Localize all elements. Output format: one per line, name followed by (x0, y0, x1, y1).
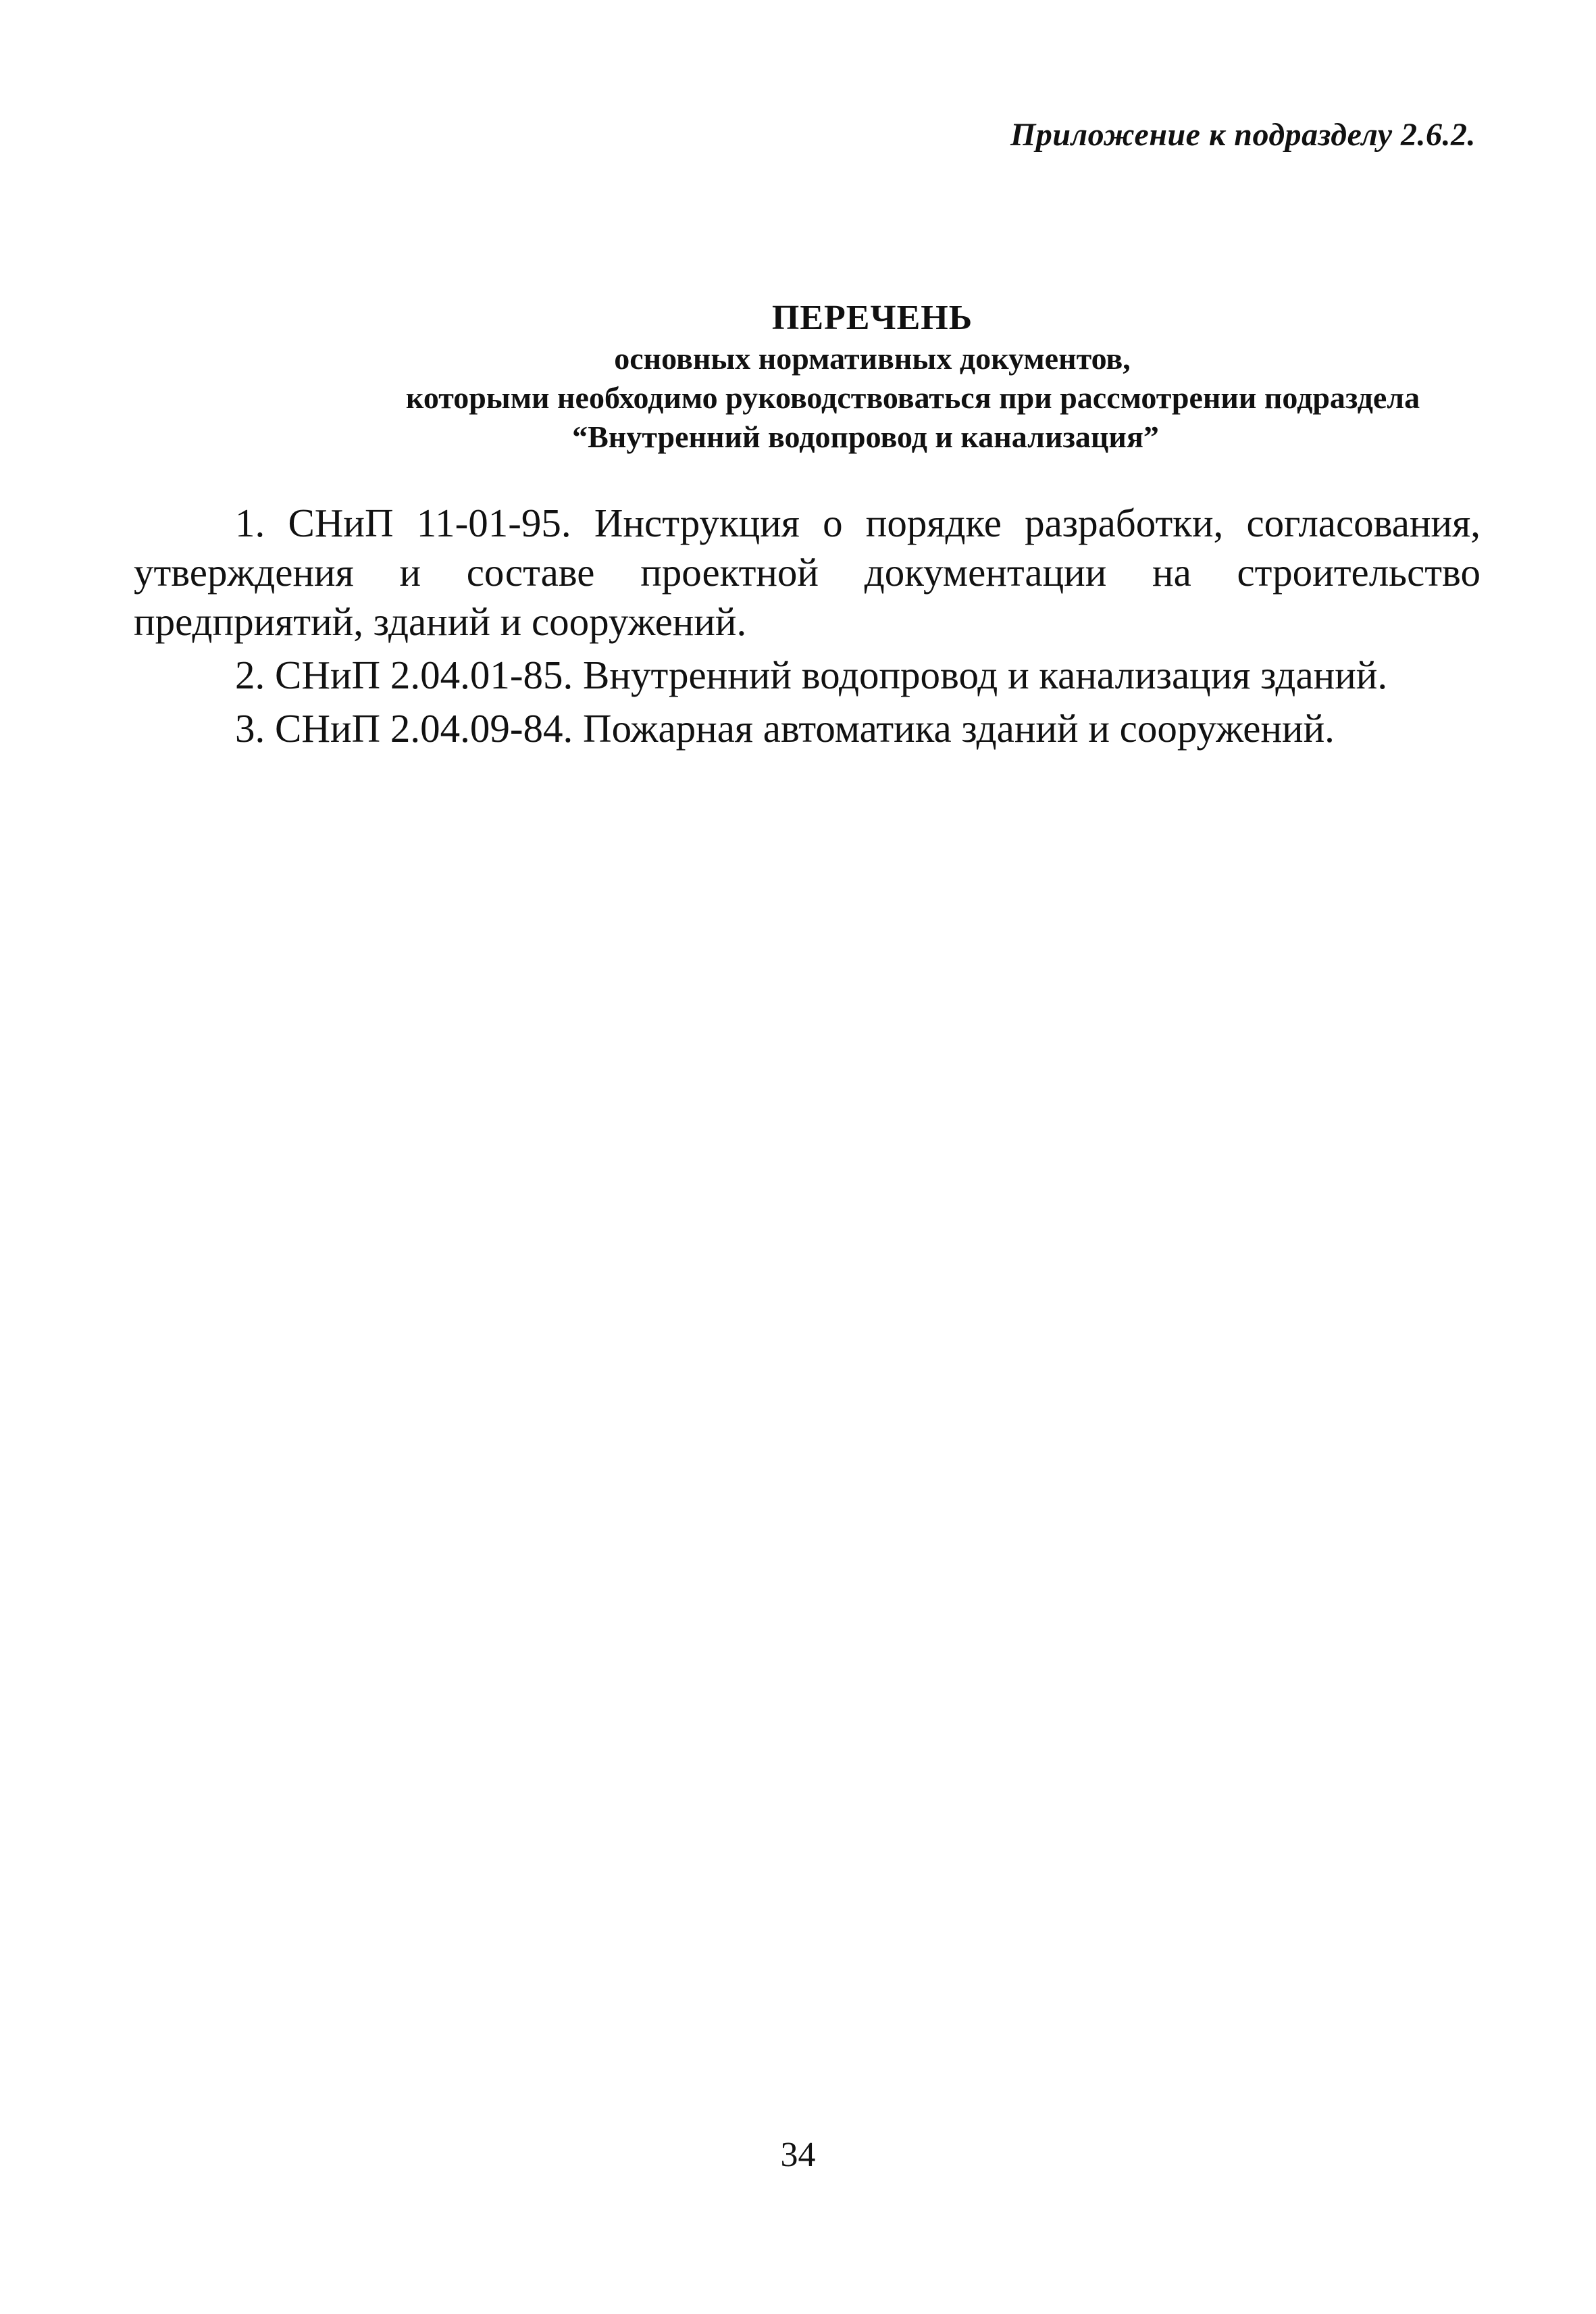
title-subtitle-line-2: которыми необходимо руководствоваться при рассмотрении подраздела (405, 380, 1420, 415)
page-number: 34 (780, 2136, 816, 2174)
title-block (0, 297, 1596, 457)
list-item: 1. СНиП 11-01-95. Инструкция о порядке разработки, согласования, утверждения и составе проектной документации на строительство предприятий, зданий и сооружений. (134, 501, 1481, 644)
title-subtitle-line-3: “Внутренний водопровод и канализация” (572, 420, 1159, 454)
document-title: ПЕРЕЧЕНЬ (771, 299, 973, 337)
title-subtitle-line-1: основных нормативных документов, (614, 341, 1131, 376)
list-item: 2. СНиП 2.04.01-85. Внутренний водопровод и канализация зданий. (235, 653, 1388, 697)
list-item: 3. СНиП 2.04.09-84. Пожарная автоматика зданий и сооружений. (235, 706, 1335, 751)
normative-documents-list (134, 499, 1481, 757)
appendix-note: Приложение к подразделу 2.6.2. (1010, 117, 1476, 153)
